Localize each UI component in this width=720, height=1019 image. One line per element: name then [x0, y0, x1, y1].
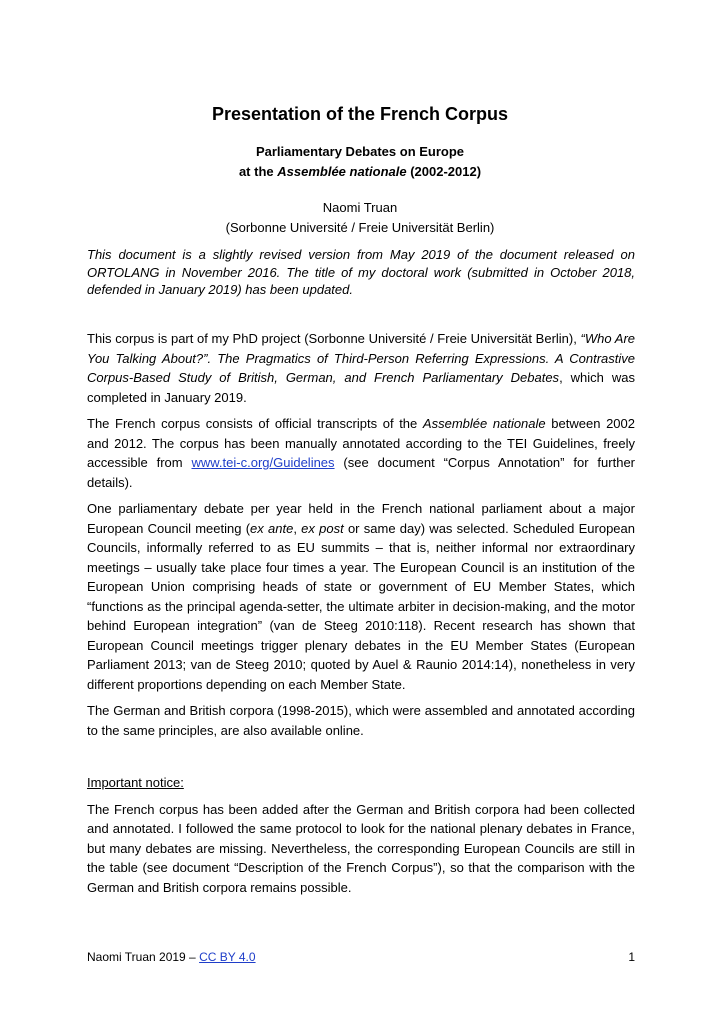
subtitle-line-2-post: (2002-2012)	[406, 164, 482, 179]
paragraph-3-sep: ,	[293, 520, 302, 536]
paragraph-3-pre: One parliamentary debate per year held in the French national parliament about a major European Council meeting (	[87, 501, 635, 536]
paragraph-2-mid: between 2002 and 2012. The corpus has been manually annotated according to the TEI Guidelines, freely accessible from	[87, 416, 635, 470]
paragraph-1-post: , which was completed in January 2019.	[87, 370, 635, 405]
paragraph-2-post: (see document “Corpus Annotation” for further details).	[87, 455, 636, 490]
paragraph-1	[87, 329, 635, 407]
footer-text: Naomi Truan 2019 –	[87, 950, 200, 964]
paragraph-3-post: or same day) was selected. Scheduled European Councils, informally referred to as EU summits – that is, neither informal nor extraordinary meetings – usually take place four times a year. The European Council is an institution of the European Union comprising heads of state or government of EU Member States, which “functions as the principal agenda-setter, the ultimate arbiter in decision-making, and the motor behind European integration” (van de Steeg 2010:118). Recent research has shown that European Council meetings trigger plenary debates in the EU Member States (European Parliament 2013; van de Steeg 2010; quoted by Auel & Raunio 2014:14), nonetheless in very different proportions depending on each Member State.	[87, 520, 635, 692]
tei-guidelines-link[interactable]: www.tei-c.org/Guidelines	[191, 455, 335, 470]
paragraph-1-pre: This corpus is part of my PhD project (Sorbonne Université / Freie Universität Berlin),	[87, 331, 581, 346]
document-title: Presentation of the French Corpus	[211, 104, 509, 124]
author-block	[0, 198, 720, 238]
subtitle-line-2-italic: Assemblée nationale	[277, 164, 407, 179]
paragraph-2-italic: Assemblée nationale	[422, 416, 546, 431]
subtitle-line-1: Parliamentary Debates on Europe	[255, 144, 465, 159]
document-subtitle	[0, 142, 720, 182]
author-name: Naomi Truan	[322, 200, 398, 215]
license-link[interactable]: CC BY 4.0	[199, 950, 256, 964]
subtitle-line-2-pre: at the	[238, 164, 278, 179]
thesis-title: “Who Are You Talking About?”. The Pragmatics of Third-Person Referring Expressions. A Contrastive Corpus-Based Study of British, German, and French Parliamentary Debates	[87, 331, 636, 385]
paragraph-3	[87, 499, 635, 694]
paragraph-5: The French corpus has been added after the German and British corpora had been collected and annotated. I followed the same protocol to look for the national plenary debates in France, but many debates are missing. Nevertheless, the corresponding European Councils are still in the table (see document “Description of the French Corpus”), so that the comparison with the German and British corpora remains possible.	[87, 801, 635, 895]
notice-heading: Important notice:	[87, 775, 184, 790]
page-number: 1	[628, 950, 635, 964]
paragraph-2	[87, 414, 635, 492]
paragraph-3-italic-2: ex post	[301, 520, 344, 536]
paragraph-2-pre: The French corpus consists of official transcripts of the	[87, 416, 423, 431]
revision-note: This document is a slightly revised version from May 2019 of the document released on ORTOLANG in November 2016. The title of my doctoral work (submitted in October 2018, defended in January 2019) has been updated.	[87, 247, 635, 297]
author-affiliation: (Sorbonne Université / Freie Universität Berlin)	[225, 220, 495, 235]
paragraph-3-italic-1: ex ante	[250, 520, 294, 536]
subtitle-line-2	[0, 162, 720, 182]
page-footer	[87, 950, 635, 964]
main-text	[87, 329, 635, 904]
paragraph-4: The German and British corpora (1998-2015), which were assembled and annotated according to the same principles, are also available online.	[87, 703, 635, 738]
